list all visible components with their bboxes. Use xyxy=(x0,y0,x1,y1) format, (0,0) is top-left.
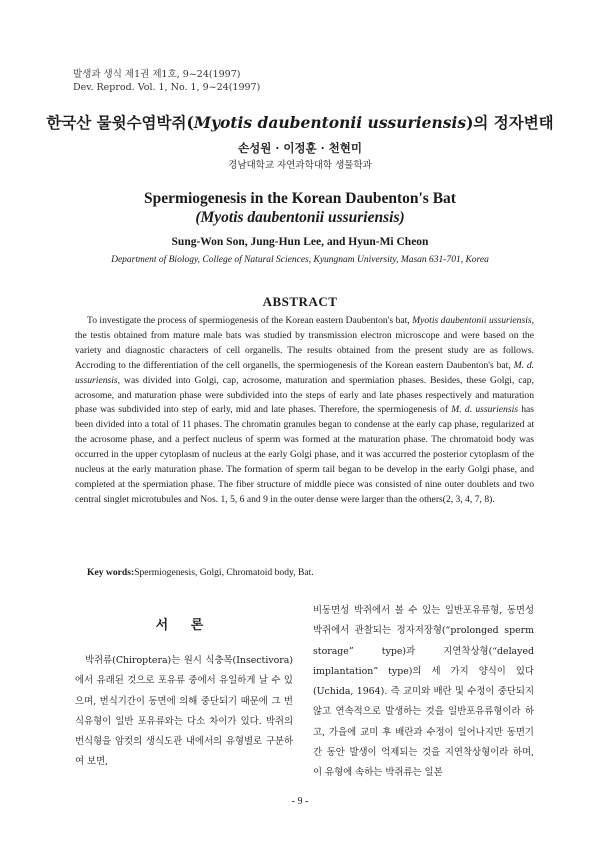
english-affiliation: Department of Biology, College of Natural Sciences, Kyungnam University, Masan 631-701, Korea xyxy=(111,255,489,265)
abstract-text-lead: To investigate the process of spermiogenesis of the Korean eastern Daubenton's bat, xyxy=(87,315,413,326)
korean-title-part2: )의 정자변태 xyxy=(466,113,554,132)
section-heading-introduction: 서 론 xyxy=(155,618,213,633)
page-number: - 9 - xyxy=(291,796,309,807)
keywords-label: Key words: xyxy=(87,567,135,578)
abstract-scientific-name-3: M. d. ussuriensis xyxy=(451,404,518,416)
right-column-text xyxy=(313,601,534,784)
keywords-text: Spermiogenesis, Golgi, Chromatoid body, Bat. xyxy=(134,567,314,578)
korean-affiliation: 경남대학교 자연과학대학 생물학과 xyxy=(228,160,372,171)
abstract-text-3: , was divided into Golgi, cap, acrosome, maturation and spermiation phases. Besides, these Golgi, cap, acrosome, and maturation phase were subdivided into the steps of early and late phases respectively and maturation phase was subdivided into step of early, mid and late phases. Therefore, the spermiogenesis of xyxy=(75,374,534,416)
journal-citation-en: Dev. Reprod. Vol. 1, No. 1, 9~24(1997) xyxy=(73,82,261,93)
journal-citation-ko: 발생과 생식 제1권 제1호, 9~24(1997) xyxy=(73,69,241,80)
english-title xyxy=(0,189,600,227)
abstract-body xyxy=(75,314,534,508)
abstract-text-4: has been divided into a total of 11 phases. The chromatin granules began to condense at the early cap phase, regularized at the acrosome phase, and a perfect nucleus of sperm was formed at the maturation phase. The chromatoid body was occurred in the upper cytoplasm of nucleus at the early Golgi phase, and it was accurred the posterior cytoplasm of the nucleus at the early maturation phase. The formation of sperm tail began to be develop in the early Golgi phase, and completed at the spermiation phase. The fiber structure of middle piece was consisted of nine outer doublets and two central singlet microtubules and Nos. 1, 5, 6 and 9 in the outer dense were larger than the others(2, 3, 4, 7, 8). xyxy=(75,404,535,505)
left-column-text xyxy=(75,651,293,773)
keywords xyxy=(87,567,314,578)
korean-authors: 손성원 · 이정훈 · 천현미 xyxy=(237,141,362,155)
abstract-paragraph xyxy=(75,314,534,508)
left-column xyxy=(75,608,293,773)
introduction-paragraph-left: 박쥐류(Chiroptera)는 원시 식충목(Insectivora)에서 유래된 것으로 포유류 중에서 유일하게 날 수 있으며, 번식기간이 동면에 의해 중단되기 때문에 그 번식유형이 일반 포유류와는 다소 차이가 있다. 박쥐의 번식형을 암컷의 생식도관 내에서의 유형별로 구분하여 보면, xyxy=(75,655,293,768)
korean-title xyxy=(0,111,600,133)
korean-title-scientific-name: Myotis daubentonii ussuriensis xyxy=(193,113,467,132)
abstract-scientific-name-1: Myotis daubentonii ussuriensis xyxy=(412,315,532,326)
introduction-paragraph-right: 비동면성 박쥐에서 볼 수 있는 일반포유류형, 동면성 박쥐에서 관찰되는 정자저장형(“prolonged sperm storage” type)과 지연착상형(“delayed implantation” type)의 세 가지 양식이 있다(Uchida, 1964). 즉 교미와 배란 및 수정이 중단되지 않고 연속적으로 발생하는 것을 일반포유류형이라 하고, 가을에 교미 후 배란과 수정이 일어나지만 동면기간 동안 발생이 억제되는 것을 지연착상형이라 하며, 이 유형에 속하는 박쥐류는 일본 xyxy=(313,605,534,779)
english-title-line1: Spermiogenesis in the Korean Daubenton's Bat xyxy=(144,190,456,207)
abstract-heading: ABSTRACT xyxy=(262,294,338,309)
journal-citation xyxy=(73,68,260,94)
english-authors: Sung-Won Son, Jung-Hun Lee, and Hyun-Mi Cheon xyxy=(171,236,429,248)
abstract-scientific-name-2: M. d. ussuriensis xyxy=(75,359,535,386)
abstract-text-2: , the testis obtained from mature male bats was studied by transmission electron microscope and were based on the variety and diagnostic characters of cell organells. The results obtained from the present study are as follows. Accroding to the differentiation of the cell organells, the spermiogenesis of the Korean eastern Daubenton's bat, xyxy=(75,315,534,371)
right-column xyxy=(313,601,534,784)
korean-title-part1: 한국산 물윗수염박쥐( xyxy=(46,113,194,132)
english-title-line2: (Myotis daubentonii ussuriensis) xyxy=(195,209,405,226)
